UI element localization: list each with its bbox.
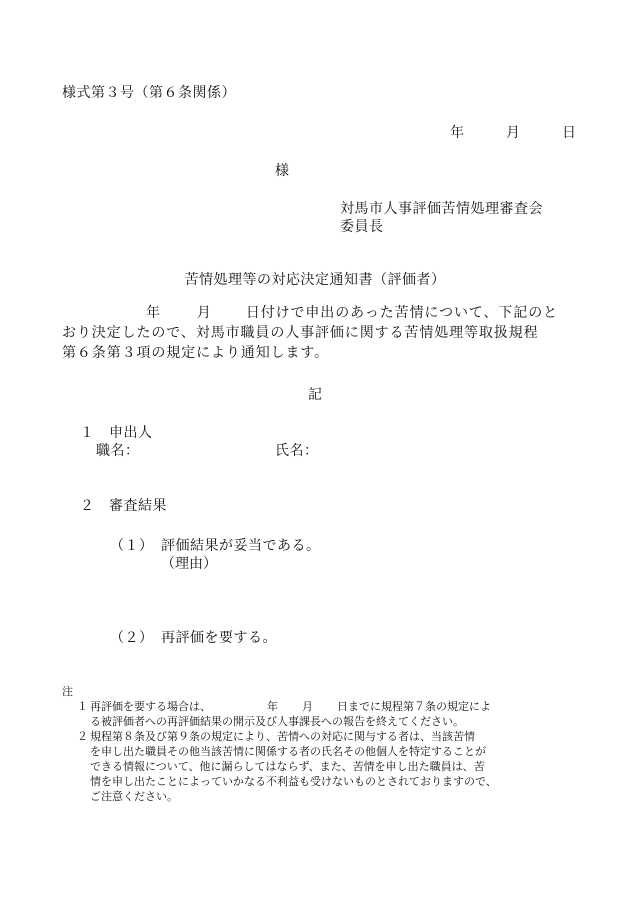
note-1-line-1: [62, 699, 582, 714]
note-1-line-2: [62, 714, 582, 729]
body-year-label: 年: [146, 305, 161, 321]
note-1-text-b: 日までに規程第７条の規定によ: [337, 700, 491, 713]
note-2-line-4-text: 情を申し出たことによっていかなる不利益も受けないものとされておりますので、: [90, 775, 497, 788]
document-title: 苦情処理等の対応決定通知書（評価者）: [184, 272, 446, 288]
name-label: 氏名：: [275, 443, 319, 459]
option-valid-reason: （理由）: [161, 556, 217, 572]
note-1-month: 月: [302, 700, 313, 713]
note-2-line-3-text: できる情報について、他に漏らしてはならず、また、苦情を申し出た職員は、苦: [90, 760, 485, 773]
note-1-year: 年: [267, 700, 278, 713]
date-day-label: 日: [562, 125, 576, 141]
ki-mark: 記: [308, 387, 322, 403]
note-2-line-2: [62, 744, 582, 759]
item1-heading: １ 申出人: [80, 425, 153, 441]
sender-title: 委員長: [340, 219, 384, 235]
note-1-line-2-text: る被評価者への再評価結果の開示及び人事課長への報告を終えてください。: [90, 715, 464, 728]
body-line-1: [62, 304, 582, 324]
notes: [62, 699, 582, 804]
note-1-text-a: 再評価を要する場合は、: [90, 700, 211, 713]
addressee-suffix: 様: [275, 163, 289, 179]
body-text: [62, 304, 582, 364]
post-label: 職名：: [96, 443, 140, 459]
note-2-line-1-text: 規程第８条及び第９条の規定により、苦情への対応に関与する者は、当該苦情: [90, 730, 475, 743]
body-line-1-text: 日付けで申出のあった苦情について、下記のと: [245, 305, 559, 321]
body-month-label: 月: [196, 305, 212, 321]
notes-label: 注: [62, 685, 73, 698]
date-year-label: 年: [450, 125, 464, 141]
body-line-2: おり決定したので、対馬市職員の人事評価に関する苦情処理等取扱規程: [62, 325, 539, 341]
note-2-line-2-text: を申し出た職員その他当該苦情に関係する者の氏名その他個人を特定することが: [90, 745, 486, 758]
note-2-line-4: [62, 774, 582, 789]
note-2-number: ２: [77, 730, 88, 743]
note-2-line-3: [62, 759, 582, 774]
note-2-line-1: [62, 729, 582, 744]
body-line-3: 第６条第３項の規定により通知します。: [62, 345, 330, 361]
date-month-label: 月: [506, 125, 520, 141]
form-number: 様式第３号（第６条関係）: [62, 85, 236, 101]
note-2-line-5: [62, 789, 582, 804]
item2-heading: ２ 審査結果: [80, 498, 167, 514]
option-valid: （１） 評価結果が妥当である。: [110, 538, 321, 554]
note-1-number: １: [77, 700, 88, 713]
option-reevaluate: （２） 再評価を要する。: [110, 630, 277, 646]
note-2-line-5-text: ご注意ください。: [90, 790, 178, 803]
sender-organization: 対馬市人事評価苦情処理審査会: [340, 201, 543, 217]
